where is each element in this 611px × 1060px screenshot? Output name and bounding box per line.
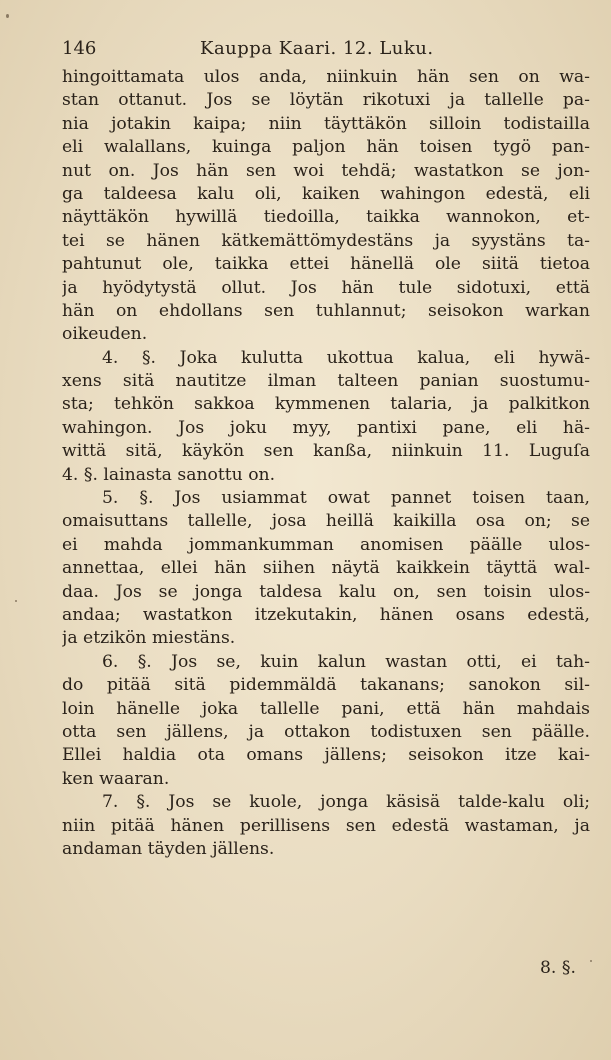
text-line: 4. §. lainasta sanottu on. (62, 464, 276, 485)
paper-speck (6, 14, 9, 18)
text-line: stan ottanut. Jos se löytän rikotuxi ja tallelle pa- (62, 90, 590, 111)
text-line: wahingon. Jos joku myy, pantixi pane, eli hä- (62, 417, 590, 438)
text-line: xens sitä nautitze ilman talteen panian suostumu- (62, 371, 590, 392)
text-line: hingoittamata ulos anda, niinkuin hän sen on wa- (62, 67, 590, 87)
text-line: näyttäkön hywillä tiedoilla, taikka wannokon, et- (62, 207, 590, 228)
text-line: ja hyödytystä ollut. Jos hän tule sidotuxi, että (62, 277, 590, 298)
text-line: do pitää sitä pidemmäldä takanans; sanokon sil- (62, 675, 590, 696)
text-line: sta; tehkön sakkoa kymmenen talaria, ja palkitkon (62, 394, 590, 415)
text-line: oikeuden. (62, 324, 148, 345)
text-line: 6. §. Jos se, kuin kalun wastan otti, ei tah- (102, 651, 590, 672)
paper-speck (15, 600, 17, 602)
text-line: ei mahda jommankumman anomisen päälle ulos- (62, 534, 590, 555)
text-line: nut on. Jos hän sen woi tehdä; wastatkon se jon- (62, 160, 590, 181)
text-line: hän on ehdollans sen tuhlannut; seisokon warkan (62, 300, 590, 321)
text-line: loin hänelle joka tallelle pani, että hän mahdais (62, 698, 590, 719)
text-line: daa. Jos se jonga taldesa kalu on, sen toisin ulos- (62, 581, 590, 602)
text-line: ga taldeesa kalu oli, kaiken wahingon edestä, eli (62, 183, 590, 204)
text-line: andaa; wastatkon itzekutakin, hänen osans edestä, (62, 604, 590, 625)
text-line: Ellei haldia ota omans jällens; seisokon itze kai- (62, 745, 590, 766)
body-text (62, 66, 590, 861)
text-line: ja etzikön miestäns. (62, 628, 236, 649)
running-header (62, 38, 590, 64)
text-line: pahtunut ole, taikka ettei hänellä ole siitä tietoa (62, 254, 590, 275)
paper-speck (590, 960, 592, 962)
text-line: 4. §. Joka kulutta ukottua kalua, eli hywä- (102, 347, 590, 368)
text-line: annettaa, ellei hän siihen näytä kaikkein täyttä wal- (62, 558, 590, 579)
text-line: 5. §. Jos usiammat owat pannet toisen taan, (102, 488, 590, 509)
text-line: niin pitää hänen perillisens sen edestä wastaman, ja (62, 815, 590, 836)
text-line: eli walallans, kuinga paljon hän toisen tygö pan- (62, 137, 590, 158)
text-line: ken waaran. (62, 768, 170, 789)
text-line: otta sen jällens, ja ottakon todistuxen sen päälle. (62, 721, 590, 742)
text-line: nia jotakin kaipa; niin täyttäkön silloin todistailla (62, 113, 590, 134)
catchword: 8. §. (540, 958, 576, 978)
page-number: 146 (62, 38, 97, 59)
text-line: andaman täyden jällens. (62, 838, 275, 859)
running-head-title: Kauppa Kaari. 12. Luku. (200, 38, 434, 59)
text-line: 7. §. Jos se kuole, jonga käsisä talde-kalu oli; (102, 792, 590, 813)
text-line: omaisuttans tallelle, josa heillä kaikilla osa on; se (62, 511, 590, 532)
text-line: wittä sitä, käykön sen kanßa, niinkuin 11. Luguſa (62, 441, 590, 462)
text-line: tei se hänen kätkemättömydestäns ja syystäns ta- (62, 230, 590, 251)
